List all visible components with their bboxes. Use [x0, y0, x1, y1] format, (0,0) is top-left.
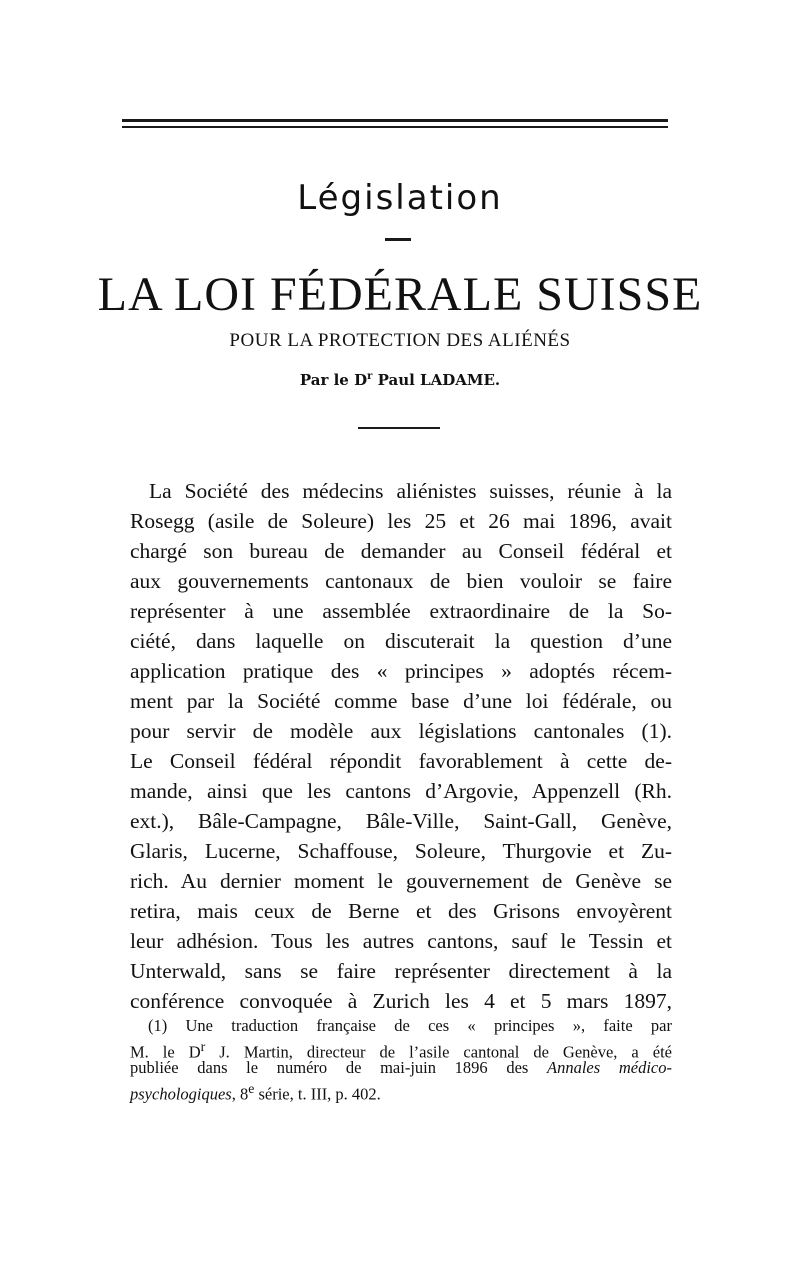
- author-prefix: Par le D: [299, 371, 368, 389]
- footnote-text: publiée dans le numéro de mai-juin 1896 des: [130, 1058, 548, 1077]
- journal-title: Annales médico-: [547, 1058, 672, 1077]
- main-title: LA LOI FÉDÉRALE SUISSE: [97, 268, 703, 321]
- subtitle: POUR LA PROTECTION DES ALIÉNÉS: [229, 330, 571, 351]
- header-rule-thin: [122, 126, 668, 128]
- author-sup: r: [367, 371, 373, 382]
- footnote-sup: e: [248, 1081, 255, 1096]
- footnote-text: , 8: [231, 1084, 249, 1104]
- body-line: Glaris, Lucerne, Schaffouse, Soleure, Thurgovie et Zu-: [130, 839, 672, 863]
- body-line: représenter à une assemblée extraordinaire de la So-: [130, 599, 672, 623]
- footnote-line: (1) Une traduction française de ces « principes », faite par: [148, 1016, 672, 1035]
- body-line: pour servir de modèle aux législations cantonales (1).: [130, 719, 672, 743]
- footnote-sup: r: [200, 1039, 206, 1054]
- section-title: Législation: [297, 178, 503, 218]
- body-line: rich. Au dernier moment le gouvernement de Genève se: [130, 869, 672, 893]
- footnote-line: [130, 1078, 672, 1104]
- journal-title: psychologiques: [130, 1084, 232, 1104]
- body-line: ext.), Bâle-Campagne, Bâle-Ville, Saint-Gall, Genève,: [130, 809, 672, 833]
- separator-rule: [358, 427, 440, 429]
- body-line: retira, mais ceux de Berne et des Grisons envoyèrent: [130, 899, 672, 923]
- body-line: Unterwald, sans se faire représenter directement à la: [130, 959, 672, 983]
- body-line: application pratique des « principes » adoptés récem-: [130, 659, 672, 683]
- author-line: [0, 371, 800, 389]
- body-line: Rosegg (asile de Soleure) les 25 et 26 mai 1896, avait: [130, 509, 672, 533]
- footnote-text: série, t. III, p. 402.: [254, 1084, 381, 1104]
- footnote-text: J. Martin, directeur de l’asile cantonal de Genève, a été: [205, 1042, 673, 1062]
- body-line: La Société des médecins aliénistes suisses, réunie à la: [149, 479, 672, 503]
- footnote-line: [130, 1057, 672, 1078]
- body-line: ment par la Société comme base d’une loi fédérale, ou: [130, 689, 672, 713]
- title-dash: [385, 238, 411, 241]
- body-line: leur adhésion. Tous les autres cantons, sauf le Tessin et: [130, 929, 672, 953]
- body-line: Le Conseil fédéral répondit favorablement à cette de-: [130, 749, 672, 773]
- footnote-text: M. le D: [130, 1042, 201, 1062]
- author-name: Paul LADAME.: [372, 371, 501, 389]
- body-line: conférence convoquée à Zurich les 4 et 5 mars 1897,: [130, 989, 672, 1013]
- body-line: aux gouvernements cantonaux de bien vouloir se faire: [130, 569, 672, 593]
- body-line: chargé son bureau de demander au Conseil fédéral et: [130, 539, 672, 563]
- body-line: mande, ainsi que les cantons d’Argovie, Appenzell (Rh.: [130, 779, 672, 803]
- header-rule-thick: [122, 119, 668, 122]
- body-line: ciété, dans laquelle on discuterait la question d’une: [130, 629, 672, 653]
- footnote: [130, 1015, 673, 1104]
- footnote-line: [130, 1036, 673, 1062]
- body-paragraph: [130, 476, 672, 1016]
